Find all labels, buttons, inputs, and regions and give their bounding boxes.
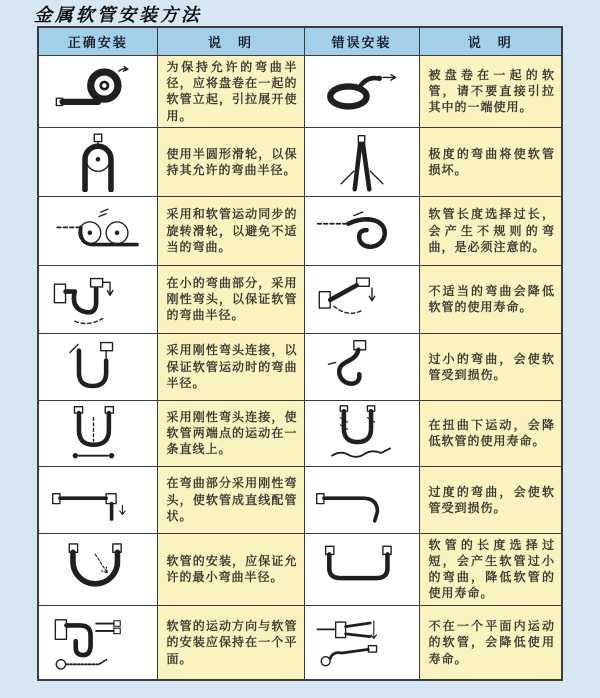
wrong-image-cell (304, 333, 419, 400)
extreme-bend-hose-icon (312, 132, 412, 192)
minimum-bend-radius-u-icon (47, 539, 149, 599)
wrong-image-cell (304, 265, 419, 333)
rigid-elbow-small-bend-icon (47, 269, 149, 329)
out-of-plane-motion-icon (312, 612, 412, 674)
wrong-description: 软管长度选择过长，会产生不规则的弯曲，是必须注意的。 (419, 196, 562, 265)
table-row (38, 196, 562, 265)
table-row (38, 333, 562, 400)
correct-description: 采用刚性弯头连接，使软管两端点的运动在一条直线上。 (157, 400, 304, 466)
correct-description: 为保持允许的弯曲半径，应将盘卷在一起的软管立起，引拉展开使用。 (157, 56, 304, 128)
installation-table (37, 26, 563, 681)
header-wrong-installation: 错误安装 (304, 27, 419, 56)
table-row (38, 605, 562, 680)
correct-description: 软管的运动方向与软管的安装应保持在一个平面。 (157, 605, 304, 680)
wrong-image-cell (304, 56, 419, 128)
too-small-bend-hook-icon (312, 338, 412, 396)
wrong-image-cell (304, 533, 419, 605)
table-row (38, 466, 562, 533)
too-short-flat-u-icon (312, 539, 412, 599)
straight-piping-rigid-elbow-icon (47, 471, 149, 529)
header-correct-installation: 正确安装 (38, 27, 157, 56)
wrong-description: 过度的弯曲，会使软管受到损伤。 (419, 466, 562, 533)
wrong-image-cell (304, 127, 419, 196)
wrong-image-cell (304, 466, 419, 533)
twisted-motion-u-icon (312, 404, 412, 462)
correct-image-cell (38, 196, 157, 265)
header-row (38, 27, 562, 56)
correct-description: 采用和软管运动同步的旋转滑轮，以避免不适当的弯曲。 (157, 196, 304, 265)
rigid-elbow-connection-u-icon (47, 338, 149, 396)
correct-image-cell (38, 127, 157, 196)
table-row (38, 127, 562, 196)
wrong-description: 不适当的弯曲会降低软管的使用寿命。 (419, 265, 562, 333)
page-title: 金属软管安装方法 (34, 5, 202, 26)
correct-image-cell (38, 333, 157, 400)
wrong-description: 极度的弯曲将使软管损坏。 (419, 127, 562, 196)
table-row (38, 533, 562, 605)
correct-image-cell (38, 265, 157, 333)
wrong-description: 不在一个平面内运动的软管，会降低使用寿命。 (419, 605, 562, 680)
correct-image-cell (38, 400, 157, 466)
header-description-wrong: 说 明 (419, 27, 562, 56)
single-plane-motion-trap-icon (47, 612, 149, 674)
wrong-image-cell (304, 605, 419, 680)
table-row (38, 265, 562, 333)
overlong-irregular-bend-hose-icon (312, 202, 412, 260)
table-row (38, 56, 562, 128)
table-row (38, 400, 562, 466)
aligned-endpoints-u-icon (47, 404, 149, 462)
correct-description: 软管的安装，应保证允许的最小弯曲半径。 (157, 533, 304, 605)
header-description-correct: 说 明 (157, 27, 304, 56)
correct-image-cell (38, 605, 157, 680)
wrong-description: 过小的弯曲，会使软管受到损伤。 (419, 333, 562, 400)
correct-image-cell (38, 533, 157, 605)
wrong-image-cell (304, 400, 419, 466)
correct-description: 使用半圆形滑轮，以保持其允许的弯曲半径。 (157, 127, 304, 196)
semicircular-pulley-hose-icon (47, 132, 149, 192)
excessive-bend-corner-icon (312, 471, 412, 529)
wrong-description: 在扭曲下运动，会降低软管的使用寿命。 (419, 400, 562, 466)
synchronized-rotating-pulleys-icon (47, 202, 149, 260)
wrong-description: 被盘卷在一起的软管，请不要直接引拉其中的一端使用。 (419, 56, 562, 128)
correct-image-cell (38, 466, 157, 533)
standing-coil-hose-icon (47, 62, 149, 120)
correct-image-cell (38, 56, 157, 128)
correct-description: 采用刚性弯头连接，以保证软管运动时的弯曲半径。 (157, 333, 304, 400)
improper-sharp-bend-icon (312, 269, 412, 329)
pulled-flat-coil-hose-icon (312, 62, 412, 120)
wrong-description: 软管的长度选择过短，会产生软管过小的弯曲，降低软管的使用寿命。 (419, 533, 562, 605)
correct-description: 在弯曲部分采用刚性弯头，使软管成直线配管状。 (157, 466, 304, 533)
correct-description: 在小的弯曲部分，采用刚性弯头，以保证软管的弯曲半径。 (157, 265, 304, 333)
wrong-image-cell (304, 196, 419, 265)
